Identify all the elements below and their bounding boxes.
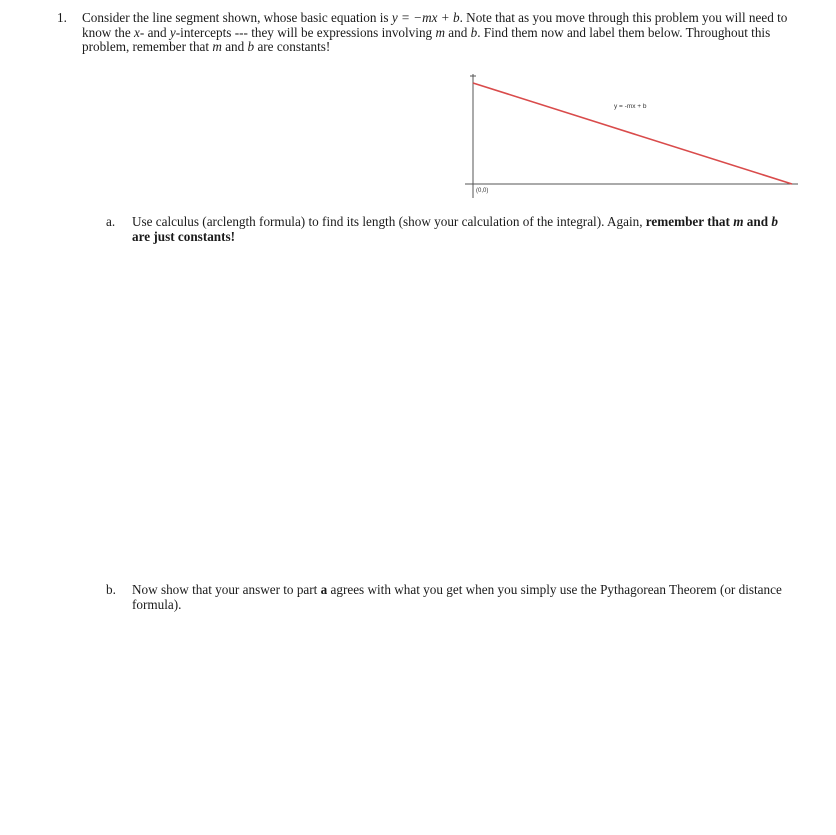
origin-label: (0,0): [476, 188, 489, 194]
intro-text: - and: [139, 24, 170, 40]
part-a-text: [132, 215, 796, 244]
part-b-text: [132, 583, 796, 612]
part-a-text-segment: Use calculus (arclength formula) to find its length (show your calculation of the integral). Again,: [132, 214, 646, 229]
x-variable: x: [134, 24, 140, 40]
part-a-emphasis-text: and: [743, 214, 772, 229]
intro-text: and: [444, 24, 471, 40]
line-label: y = -mx + b: [614, 103, 647, 110]
line-segment: [473, 83, 792, 184]
line-segment-figure: [440, 70, 820, 205]
part-b-text-segment: Now show that your answer to part: [132, 582, 321, 597]
part-b-emphasis: a: [320, 582, 328, 597]
problem-statement: [82, 11, 797, 55]
part-a-emphasis-text: are just constants!: [132, 228, 236, 244]
b-variable: b: [470, 24, 478, 40]
intro-text: . Find them now and label them below. Throughout this problem, remember that: [82, 24, 771, 55]
y-variable: y: [169, 24, 176, 40]
m-variable: m: [212, 39, 222, 55]
intro-text: and: [221, 39, 248, 55]
part-b-text-segment: agrees with what you get when you simply use the Pythagorean Theorem (or distance formula).: [132, 582, 782, 612]
part-b: [106, 583, 796, 612]
intro-text: Consider the line segment shown, whose basic equation is: [82, 10, 392, 25]
m-variable: m: [733, 214, 744, 229]
intro-text: are constants!: [254, 39, 331, 55]
part-a-letter: a.: [106, 214, 116, 229]
b-variable: b: [771, 214, 778, 229]
problem-1: [57, 11, 797, 55]
part-a: [106, 215, 796, 244]
part-a-emphasis-text: remember that: [645, 214, 734, 229]
intro-text: . Note that as you move through this problem you will need to know the: [82, 10, 788, 40]
problem-number: 1.: [57, 10, 67, 25]
part-b-letter: b.: [106, 582, 116, 597]
intro-text: -intercepts --- they will be expressions involving: [175, 24, 436, 40]
m-variable: m: [435, 24, 445, 40]
equation: y = −mx + b: [391, 10, 460, 25]
line-segment-graph: [440, 70, 820, 205]
b-variable: b: [247, 39, 255, 55]
